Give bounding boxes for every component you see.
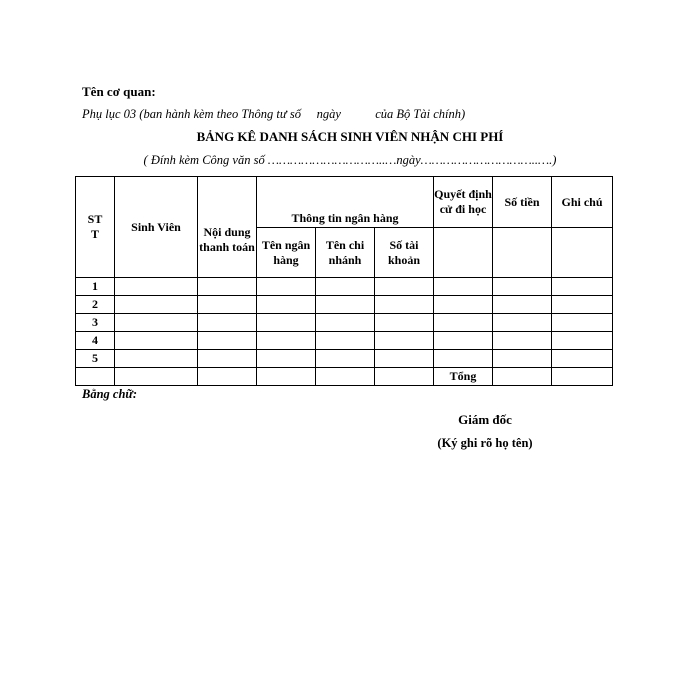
empty-header-cell bbox=[552, 228, 613, 278]
col-decision-header: Quyết định cử đi học bbox=[434, 177, 493, 228]
row-number: 2 bbox=[76, 296, 115, 314]
empty-header-cell bbox=[434, 228, 493, 278]
table-row bbox=[76, 314, 613, 332]
col-bank-info-header: Thông tin ngân hàng bbox=[257, 177, 434, 228]
col-branch-name-header: Tên chi nhánh bbox=[316, 228, 375, 278]
table-row bbox=[76, 332, 613, 350]
col-note-header: Ghi chú bbox=[552, 177, 613, 228]
col-stt-header bbox=[76, 177, 115, 278]
row-number: 5 bbox=[76, 350, 115, 368]
attachment-line: ( Đính kèm Công văn số …………………………..…ngày…………………………..….) bbox=[143, 153, 557, 167]
col-bank-name-header: Tên ngân hàng bbox=[257, 228, 316, 278]
col-student-header: Sinh Viên bbox=[115, 177, 198, 278]
amount-in-words-label: Bằng chữ: bbox=[82, 387, 138, 401]
appendix-line: Phụ lục 03 (ban hành kèm theo Thông tư số ngày của Bộ Tài chính) bbox=[82, 107, 466, 121]
col-account-no-header: Số tài khoản bbox=[375, 228, 434, 278]
total-row bbox=[76, 368, 613, 386]
document-title: BẢNG KÊ DANH SÁCH SINH VIÊN NHẬN CHI PHÍ bbox=[196, 129, 504, 144]
header-row-1 bbox=[76, 177, 613, 228]
table-row bbox=[76, 278, 613, 296]
total-label: Tổng bbox=[434, 368, 493, 386]
col-payment-content-header: Nội dung thanh toán bbox=[198, 177, 257, 278]
row-number: 4 bbox=[76, 332, 115, 350]
student-payment-table bbox=[75, 176, 613, 386]
signature-note: (Ký ghi rõ họ tên) bbox=[437, 436, 533, 450]
table-row bbox=[76, 350, 613, 368]
empty-header-cell bbox=[493, 228, 552, 278]
table-row bbox=[76, 296, 613, 314]
col-amount-header: Số tiền bbox=[493, 177, 552, 228]
row-number: 3 bbox=[76, 314, 115, 332]
col-stt-label: STT bbox=[87, 212, 103, 241]
total-amount-cell bbox=[493, 368, 552, 386]
director-title: Giám đốc bbox=[458, 412, 512, 427]
organization-label: Tên cơ quan: bbox=[82, 84, 156, 99]
row-number: 1 bbox=[76, 278, 115, 296]
